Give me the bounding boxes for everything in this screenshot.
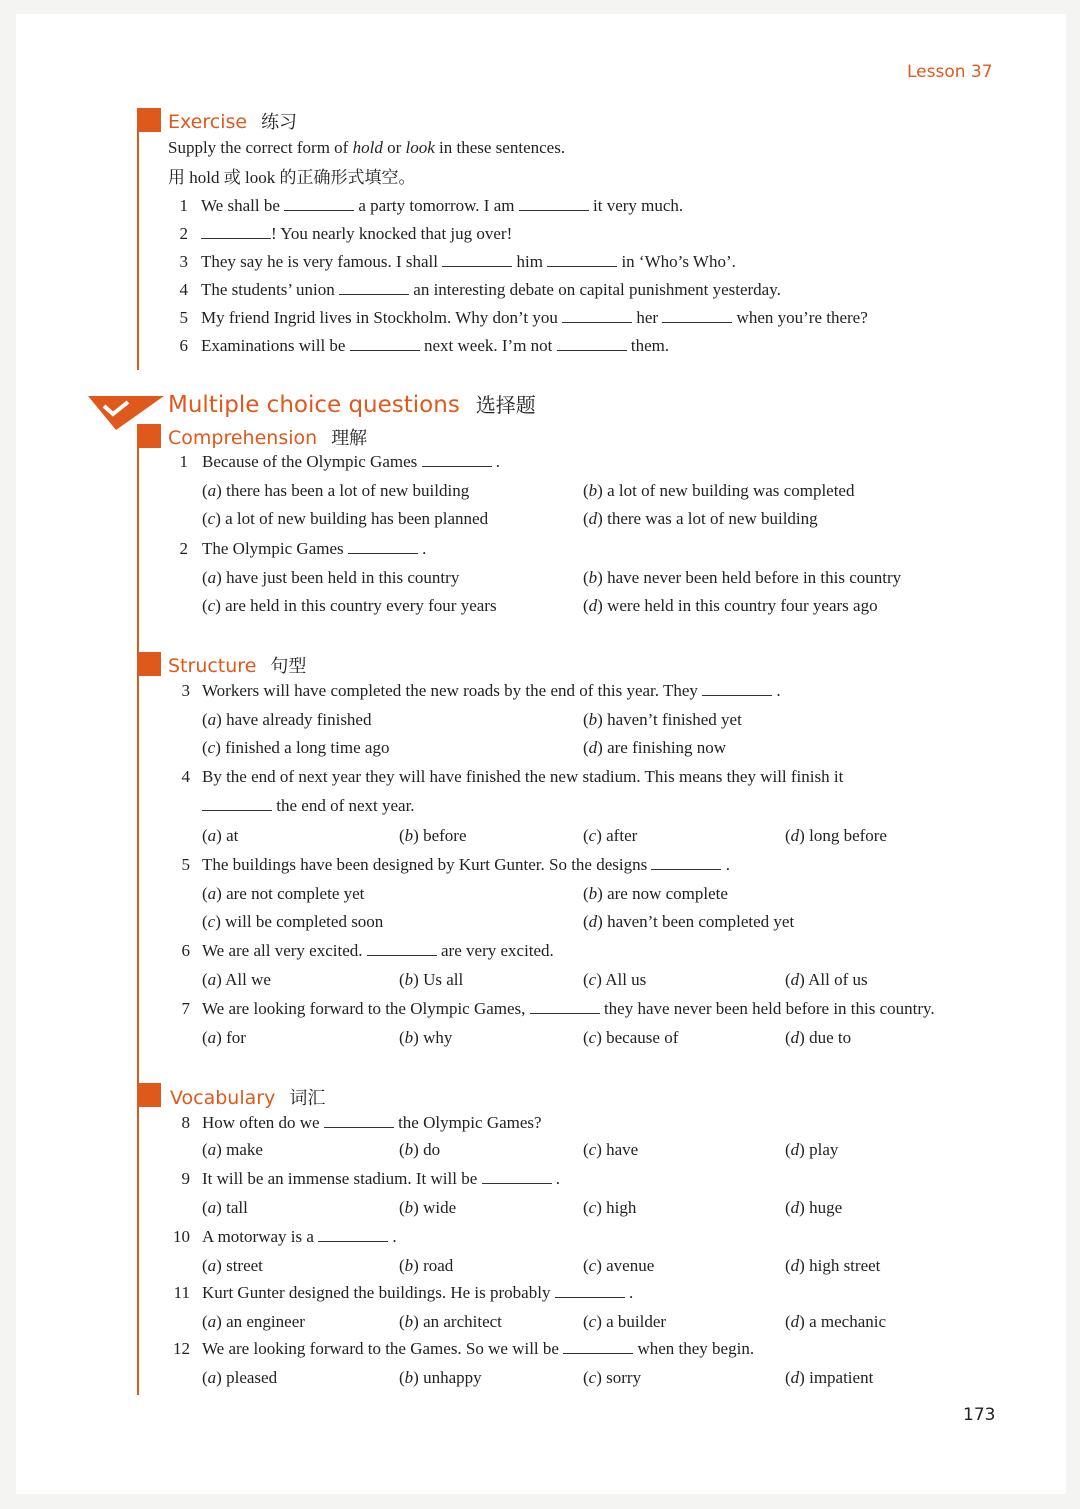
option-text: pleased: [226, 1368, 278, 1387]
question-text: when you’re there?: [732, 308, 868, 327]
question-number: 4: [181, 767, 190, 786]
option-text: are held in this country every four years: [225, 596, 497, 615]
question-text: him: [512, 252, 548, 271]
question-text: a party tomorrow. I am: [354, 196, 519, 215]
question-text: The buildings have been designed by Kurt Gunter. So the designs: [202, 855, 652, 874]
answer-blank[interactable]: [202, 796, 272, 811]
option-text: there has been a lot of new building: [226, 481, 470, 500]
option-text: are now complete: [607, 884, 728, 903]
option-letter: b: [404, 970, 414, 989]
answer-blank[interactable]: [562, 308, 632, 323]
option-text: have: [606, 1140, 639, 1159]
option-letter: b: [404, 826, 414, 845]
answer-blank[interactable]: [348, 539, 418, 554]
question-number: 2: [179, 224, 188, 243]
option-letter: d: [790, 1256, 800, 1275]
answer-option[interactable]: (b) wide: [399, 1198, 457, 1217]
answer-blank[interactable]: [702, 681, 772, 696]
option-letter: c: [588, 1140, 597, 1159]
question-text: We are looking forward to the Games. So we will be: [202, 1339, 564, 1358]
question-text: .: [772, 681, 781, 700]
question-text: Examinations will be: [201, 336, 350, 355]
question-text: .: [388, 1227, 397, 1246]
answer-option[interactable]: (c) avenue: [583, 1256, 655, 1275]
structure-heading: [168, 652, 306, 678]
answer-blank[interactable]: [201, 224, 271, 239]
answer-option[interactable]: (d) are finishing now: [583, 738, 727, 757]
comprehension-title-cn: 理解: [331, 428, 368, 449]
option-text: street: [226, 1256, 263, 1275]
option-letter: b: [588, 884, 598, 903]
question-text: It will be an immense stadium. It will be: [202, 1169, 482, 1188]
comprehension-marker: [137, 424, 161, 448]
answer-option[interactable]: (c) a builder: [583, 1312, 667, 1331]
question-stem: [202, 1283, 633, 1303]
question-stem: [202, 1113, 542, 1133]
option-text: after: [606, 826, 638, 845]
answer-option[interactable]: (d) a mechanic: [785, 1312, 887, 1331]
option-text: high street: [809, 1256, 881, 1275]
answer-option[interactable]: (d) were held in this country four years ago: [583, 596, 878, 615]
option-text: are finishing now: [607, 738, 727, 757]
option-text: a builder: [606, 1312, 667, 1331]
answer-option[interactable]: (c) after: [583, 826, 638, 845]
option-text: unhappy: [423, 1368, 482, 1387]
question-number: 12: [173, 1339, 190, 1358]
exercise-sentence: [201, 252, 736, 272]
option-letter: c: [588, 1198, 597, 1217]
answer-option[interactable]: (a) an engineer: [202, 1312, 305, 1331]
answer-blank[interactable]: [350, 336, 420, 351]
mcq-rail: [137, 425, 139, 1395]
answer-blank[interactable]: [555, 1283, 625, 1298]
mcq-title-cn: 选择题: [475, 393, 536, 417]
question-number: 8: [181, 1113, 190, 1132]
answer-blank[interactable]: [422, 452, 492, 467]
answer-blank[interactable]: [284, 196, 354, 211]
option-letter: a: [207, 1198, 217, 1217]
option-letter: a: [207, 884, 217, 903]
option-text: for: [226, 1028, 246, 1047]
answer-option[interactable]: (c) All us: [583, 970, 647, 989]
answer-option[interactable]: (b) before: [399, 826, 467, 845]
question-text: the Olympic Games?: [393, 1113, 542, 1132]
exercise-sentence: [201, 308, 868, 328]
question-number: 2: [179, 539, 188, 558]
comprehension-heading: [168, 424, 367, 450]
option-letter: b: [404, 1368, 414, 1387]
question-text: next week. I’m not: [419, 336, 557, 355]
answer-option[interactable]: (c) finished a long time ago: [202, 738, 390, 757]
option-letter: a: [207, 1256, 217, 1275]
answer-option[interactable]: (d) there was a lot of new building: [583, 509, 818, 528]
option-letter: c: [588, 1256, 597, 1275]
option-letter: a: [207, 1312, 217, 1331]
question-text: they have never been held before in this country.: [599, 999, 935, 1018]
option-text: a lot of new building has been planned: [225, 509, 489, 528]
option-letter: b: [588, 710, 598, 729]
option-letter: b: [404, 1256, 414, 1275]
answer-blank[interactable]: [547, 252, 617, 267]
option-text: were held in this country four years ago: [607, 596, 878, 615]
answer-option[interactable]: (d) long before: [785, 826, 887, 845]
answer-option[interactable]: (b) road: [399, 1256, 454, 1275]
option-text: wide: [423, 1198, 457, 1217]
option-letter: d: [588, 509, 598, 528]
answer-option[interactable]: (d) All of us: [785, 970, 868, 989]
answer-option[interactable]: (c) will be completed soon: [202, 912, 384, 931]
answer-option[interactable]: (b) why: [399, 1028, 453, 1047]
vocabulary-heading: [170, 1084, 325, 1110]
option-text: before: [423, 826, 467, 845]
answer-option[interactable]: (c) high: [583, 1198, 637, 1217]
option-letter: c: [588, 826, 597, 845]
question-stem: [202, 999, 935, 1019]
answer-blank[interactable]: [324, 1113, 394, 1128]
question-text: By the end of next year they will have finished the new stadium. This means they will finish it: [202, 767, 844, 786]
question-number: 5: [181, 855, 190, 874]
exercise-instruction-cn: 用 hold 或 look 的正确形式填空。: [168, 168, 416, 187]
question-number: 9: [181, 1169, 190, 1188]
mcq-heading: [168, 389, 536, 418]
instruction-keyword: hold: [352, 138, 383, 157]
answer-option[interactable]: (b) haven’t finished yet: [583, 710, 742, 729]
option-text: All of us: [808, 970, 868, 989]
question-stem: [202, 1227, 397, 1247]
answer-option[interactable]: (b) Us all: [399, 970, 464, 989]
answer-option[interactable]: (a) have already finished: [202, 710, 372, 729]
answer-blank[interactable]: [367, 941, 437, 956]
question-stem: [202, 1339, 754, 1359]
option-text: play: [809, 1140, 839, 1159]
question-text: .: [491, 452, 501, 471]
option-text: road: [423, 1256, 454, 1275]
answer-option[interactable]: (a) make: [202, 1140, 263, 1159]
question-text: We are looking forward to the Olympic Games,: [202, 999, 530, 1018]
question-number: 1: [179, 196, 188, 215]
answer-option[interactable]: (d) high street: [785, 1256, 881, 1275]
option-letter: a: [207, 826, 217, 845]
structure-title-cn: 句型: [270, 656, 307, 677]
option-text: high: [606, 1198, 637, 1217]
answer-option[interactable]: (d) play: [785, 1140, 839, 1159]
lesson-label: Lesson 37: [907, 62, 993, 82]
option-text: finished a long time ago: [225, 738, 390, 757]
option-text: tall: [226, 1198, 248, 1217]
option-letter: d: [790, 1368, 800, 1387]
question-number: 3: [181, 681, 190, 700]
option-letter: c: [207, 738, 216, 757]
question-text: them.: [626, 336, 670, 355]
question-text: Because of the Olympic Games: [202, 452, 422, 471]
option-letter: d: [588, 912, 598, 931]
question-text: The Olympic Games: [202, 539, 348, 558]
question-stem-line2: [202, 796, 415, 816]
option-letter: c: [588, 1312, 597, 1331]
question-text: in ‘Who’s Who’.: [617, 252, 736, 271]
answer-blank[interactable]: [482, 1169, 552, 1184]
option-letter: b: [404, 1198, 414, 1217]
answer-blank[interactable]: [442, 252, 512, 267]
option-letter: d: [790, 1198, 800, 1217]
answer-option[interactable]: (b) have never been held before in this country: [583, 568, 902, 587]
answer-option[interactable]: (b) do: [399, 1140, 441, 1159]
option-text: sorry: [606, 1368, 642, 1387]
option-letter: a: [207, 481, 217, 500]
answer-option[interactable]: (a) tall: [202, 1198, 248, 1217]
question-text: her: [632, 308, 663, 327]
question-stem: [202, 681, 781, 701]
answer-blank[interactable]: [651, 855, 721, 870]
option-text: do: [423, 1140, 441, 1159]
exercise-instruction: Supply the correct form of hold or look in these sentences.: [168, 138, 566, 157]
question-number: 11: [173, 1283, 190, 1302]
answer-blank[interactable]: [318, 1227, 388, 1242]
vocabulary-title: Vocabulary: [170, 1087, 276, 1109]
answer-option[interactable]: (a) are not complete yet: [202, 884, 365, 903]
option-letter: b: [588, 568, 598, 587]
option-text: impatient: [809, 1368, 874, 1387]
option-letter: d: [790, 1312, 800, 1331]
option-letter: c: [588, 1368, 597, 1387]
question-number: 10: [173, 1227, 190, 1246]
option-letter: c: [207, 509, 216, 528]
question-number: 5: [179, 308, 188, 327]
answer-blank[interactable]: [339, 280, 409, 295]
question-text: How often do we: [202, 1113, 324, 1132]
option-text: will be completed soon: [225, 912, 384, 931]
answer-blank[interactable]: [662, 308, 732, 323]
question-stem: [202, 855, 730, 875]
question-text: A motorway is a: [202, 1227, 319, 1246]
question-text: .: [624, 1283, 634, 1302]
option-letter: d: [790, 1028, 800, 1047]
vocabulary-title-cn: 词汇: [289, 1088, 326, 1109]
question-number: 7: [181, 999, 190, 1018]
option-letter: a: [207, 710, 217, 729]
question-number: 1: [179, 452, 188, 471]
answer-option[interactable]: (d) due to: [785, 1028, 852, 1047]
question-stem: [202, 452, 500, 472]
question-stem: [202, 1169, 560, 1189]
option-letter: d: [790, 1140, 800, 1159]
option-text: at: [226, 826, 239, 845]
option-text: have never been held before in this country: [607, 568, 902, 587]
answer-option[interactable]: (d) impatient: [785, 1368, 874, 1387]
question-number: 4: [179, 280, 188, 299]
question-number: 6: [179, 336, 188, 355]
exercise-heading: [168, 108, 297, 134]
answer-blank[interactable]: [563, 1339, 633, 1354]
answer-option[interactable]: (c) because of: [583, 1028, 679, 1047]
option-text: are not complete yet: [226, 884, 365, 903]
option-text: haven’t been completed yet: [607, 912, 795, 931]
exercise-title: Exercise: [168, 111, 248, 133]
option-text: a lot of new building was completed: [607, 481, 855, 500]
option-letter: d: [588, 738, 598, 757]
option-letter: b: [404, 1312, 414, 1331]
answer-option[interactable]: (c) a lot of new building has been planned: [202, 509, 489, 528]
question-text: are very excited.: [436, 941, 554, 960]
option-letter: d: [588, 596, 598, 615]
answer-option[interactable]: (c) sorry: [583, 1368, 642, 1387]
answer-option[interactable]: (a) street: [202, 1256, 263, 1275]
option-letter: b: [404, 1028, 414, 1047]
option-letter: c: [588, 970, 597, 989]
answer-option[interactable]: (d) huge: [785, 1198, 843, 1217]
structure-marker: [137, 652, 161, 676]
option-letter: d: [790, 970, 800, 989]
question-text: an interesting debate on capital punishment yesterday.: [409, 280, 781, 299]
option-text: why: [423, 1028, 453, 1047]
answer-option[interactable]: (b) a lot of new building was completed: [583, 481, 855, 500]
option-letter: c: [588, 1028, 597, 1047]
option-text: due to: [809, 1028, 852, 1047]
option-letter: a: [207, 568, 217, 587]
exercise-sentence: [201, 224, 512, 244]
answer-option[interactable]: (b) an architect: [399, 1312, 502, 1331]
option-text: an engineer: [226, 1312, 305, 1331]
exercise-rail: [137, 110, 139, 370]
option-letter: a: [207, 1028, 217, 1047]
answer-option[interactable]: (b) unhappy: [399, 1368, 482, 1387]
question-number: 6: [181, 941, 190, 960]
instruction-keyword: look: [405, 138, 435, 157]
option-text: a mechanic: [809, 1312, 887, 1331]
option-text: All us: [605, 970, 647, 989]
question-stem: [202, 941, 554, 961]
comprehension-title: Comprehension: [168, 427, 318, 449]
option-text: an architect: [423, 1312, 502, 1331]
option-text: All we: [225, 970, 271, 989]
option-text: there was a lot of new building: [607, 509, 818, 528]
option-text: have already finished: [226, 710, 372, 729]
answer-blank[interactable]: [519, 196, 589, 211]
answer-blank[interactable]: [530, 999, 600, 1014]
option-letter: a: [207, 1140, 217, 1159]
answer-option[interactable]: (a) for: [202, 1028, 246, 1047]
vocabulary-marker: [137, 1083, 161, 1107]
option-text: make: [226, 1140, 263, 1159]
question-text: We shall be: [201, 196, 285, 215]
option-letter: b: [404, 1140, 414, 1159]
option-text: long before: [809, 826, 887, 845]
option-text: huge: [809, 1198, 843, 1217]
option-text: haven’t finished yet: [607, 710, 742, 729]
question-text: Workers will have completed the new roads by the end of this year. They: [202, 681, 703, 700]
option-text: because of: [606, 1028, 679, 1047]
answer-option[interactable]: (c) have: [583, 1140, 639, 1159]
question-text: The students’ union: [201, 280, 340, 299]
option-letter: c: [207, 596, 216, 615]
question-text: the end of next year.: [272, 796, 415, 815]
answer-option[interactable]: (a) there has been a lot of new building: [202, 481, 470, 500]
option-letter: a: [207, 970, 217, 989]
answer-option[interactable]: (a) pleased: [202, 1368, 278, 1387]
question-text: .: [551, 1169, 561, 1188]
answer-blank[interactable]: [557, 336, 627, 351]
answer-option[interactable]: (c) are held in this country every four years: [202, 596, 497, 615]
mcq-title: Multiple choice questions: [168, 392, 460, 418]
question-text: ! You nearly knocked that jug over!: [271, 224, 513, 243]
question-text: .: [721, 855, 730, 874]
exercise-sentence: [201, 196, 683, 216]
question-text: Kurt Gunter designed the buildings. He is probably: [202, 1283, 555, 1302]
exercise-sentence: [201, 280, 781, 300]
answer-option[interactable]: (d) haven’t been completed yet: [583, 912, 795, 931]
question-stem: [202, 767, 843, 787]
question-text: when they begin.: [633, 1339, 755, 1358]
question-text: We are all very excited.: [202, 941, 367, 960]
page-number: 173: [963, 1405, 996, 1425]
answer-option[interactable]: (a) have just been held in this country: [202, 568, 460, 587]
option-text: avenue: [606, 1256, 655, 1275]
option-text: have just been held in this country: [226, 568, 460, 587]
question-text: They say he is very famous. I shall: [201, 252, 443, 271]
option-letter: c: [207, 912, 216, 931]
answer-option[interactable]: (b) are now complete: [583, 884, 728, 903]
question-text: My friend Ingrid lives in Stockholm. Why don’t you: [201, 308, 563, 327]
question-number: 3: [179, 252, 188, 271]
option-letter: b: [588, 481, 598, 500]
option-text: Us all: [423, 970, 464, 989]
exercise-sentence: [201, 336, 669, 356]
answer-option[interactable]: (a) All we: [202, 970, 271, 989]
question-text: it very much.: [588, 196, 684, 215]
option-letter: d: [790, 826, 800, 845]
question-text: .: [417, 539, 427, 558]
question-stem: [202, 539, 426, 559]
answer-option[interactable]: (a) at: [202, 826, 239, 845]
exercise-marker: [137, 108, 161, 132]
option-letter: a: [207, 1368, 217, 1387]
structure-title: Structure: [168, 655, 257, 677]
exercise-title-cn: 练习: [261, 112, 298, 133]
